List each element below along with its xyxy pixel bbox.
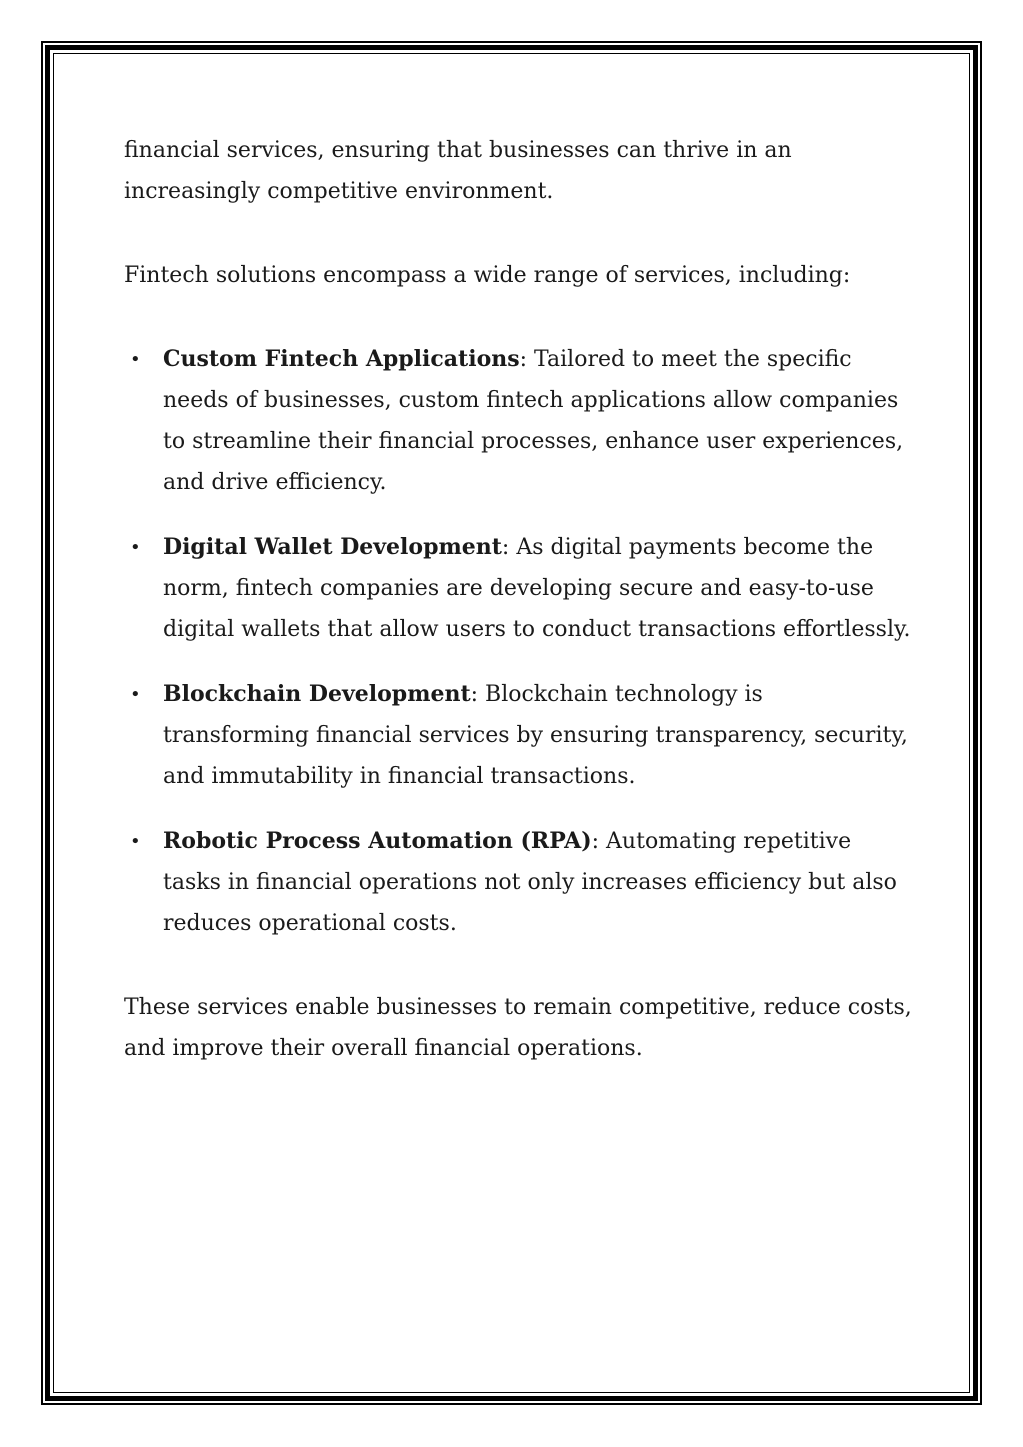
lead-paragraph: Fintech solutions encompass a wide range of services, including:: [124, 263, 851, 288]
service-term: Blockchain Development: [163, 681, 471, 707]
service-term: Robotic Process Automation (RPA): [163, 828, 592, 854]
service-description: Automating repetitive tasks in financial operations not only increases efficiency but also reduces operational costs.: [163, 829, 897, 936]
service-description: Blockchain technology is transforming financial services by ensuring transparency, security, and immutability in financial transactions.: [163, 682, 908, 789]
term-separator: :: [501, 535, 510, 560]
bullet-icon: •: [130, 537, 141, 558]
intro-paragraph: financial services, ensuring that businesses can thrive in an increasingly competitive environment.: [124, 138, 792, 204]
term-separator: :: [519, 347, 528, 372]
services-list: [124, 339, 914, 944]
document-body: [124, 130, 914, 1069]
service-term: Custom Fintech Applications: [163, 346, 520, 372]
bullet-icon: •: [130, 831, 141, 852]
term-separator: :: [470, 682, 479, 707]
service-description: Tailored to meet the specific needs of businesses, custom fintech applications allow companies to streamline their financial processes, enhance user experiences, and drive efficiency.: [163, 347, 904, 495]
closing-paragraph: These services enable businesses to remain competitive, reduce costs, and improve their overall financial operations.: [124, 995, 912, 1061]
service-description: As digital payments become the norm, fintech companies are developing secure and easy-to-use digital wallets that allow users to conduct transactions effortlessly.: [163, 535, 911, 642]
service-term: Digital Wallet Development: [163, 534, 502, 560]
list-item: [124, 674, 914, 797]
bullet-icon: •: [130, 349, 141, 370]
bullet-icon: •: [130, 684, 141, 705]
term-separator: :: [591, 829, 600, 854]
list-item: [124, 821, 914, 944]
list-item: [124, 339, 914, 503]
list-item: [124, 527, 914, 650]
